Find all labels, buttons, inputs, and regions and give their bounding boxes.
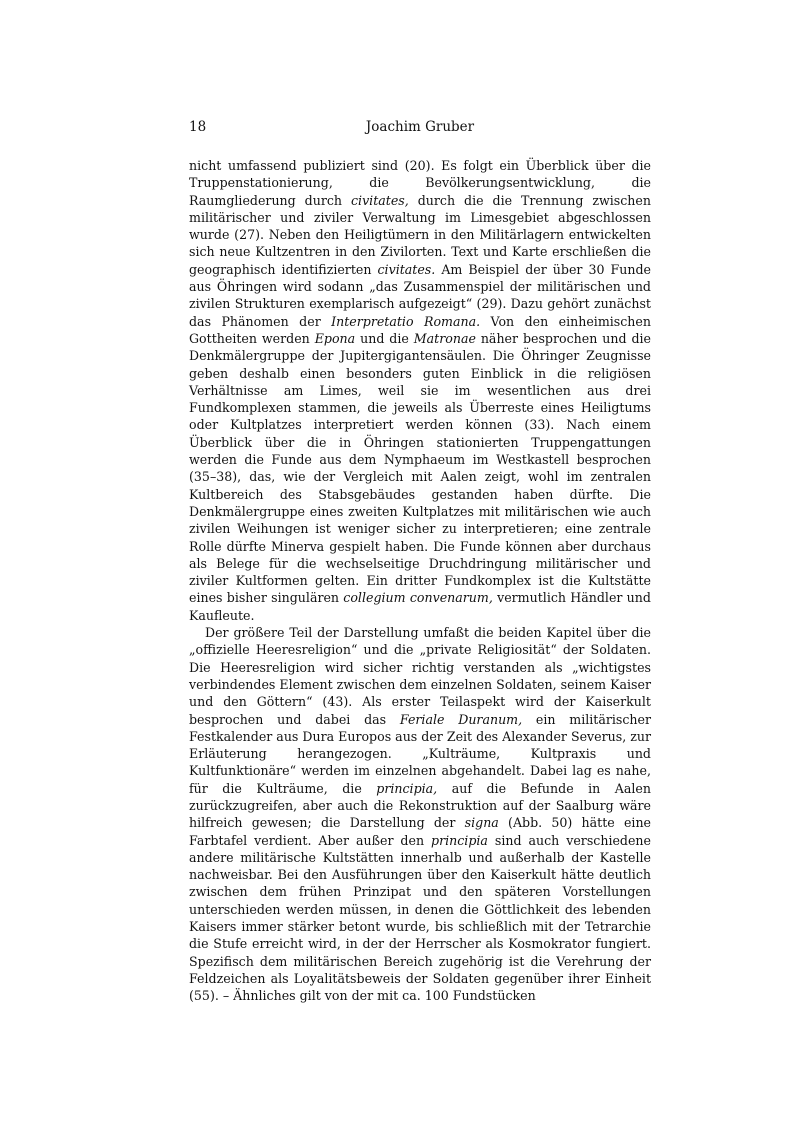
running-head: Joachim Gruber (365, 119, 475, 135)
text-segment: Der größere Teil der Darstellung umfaßt die beiden Kapitel über die „offizielle Heeresreligion“ und die „private Religiosität“ der Soldaten. Die Heeresreligion wird sicher richtig verstanden als „wichtigstes verbindendes Element zwischen dem einzelnen Soldaten, seinem Kaiser und den Göttern“ (43). Als erster Teilaspekt wird der Kaiserkult besprochen und dabei das (189, 625, 651, 727)
italic-term: Interpretatio Romana. (331, 313, 481, 329)
text-segment: Am Beispiel der über 30 Funde aus Öhringen wird sodann „das Zusammenspiel der militärischen und zivilen Strukturen exemplarisch aufgezeigt“ (29). Dazu gehört zunächst das Phänomen der (189, 261, 651, 329)
italic-term: Feriale Duranum, (399, 711, 523, 727)
italic-term: Matronae (413, 330, 476, 346)
text-segment: näher besprochen und die Denkmälergruppe der Jupitergigantensäulen. Die Öhringer Zeugnisse geben deshalb einen besonders guten Einblick in die religiösen Verhältnisse am Limes, weil sie im wesentlichen aus drei Fundkomplexen stammen, die jeweils als Überreste eines Heiligtums oder Kultplatzes interpretiert werden können (33). Nach einem Überblick über die in Öhringen stationierten Truppengattungen werden die Funde aus dem Nymphaeum im Westkastell besprochen (35–38), das, wie der Vergleich mit Aalen zeigt, wohl im zentralen Kultbereich des Stabsgebäudes gestanden haben dürfte. Die Denkmälergruppe eines zweiten Kultplatzes mit militärischen wie auch zivilen Weihungen ist weniger sicher zu interpretieren; eine zentrale Rolle dürfte Minerva gespielt haben. Die Funde können aber durchaus als Belege für die wechselseitige Druchdringung militärischer und ziviler Kultformen gelten. Ein dritter Fundkomplex ist die Kultstätte eines bisher singulären (189, 330, 651, 606)
text-segment: vermutlich Händler und Kaufleute. (189, 590, 651, 623)
text-segment: auf die Befunde in Aalen zurückzugreifen, aber auch die Rekonstruktion auf der Saalburg wäre hilfreich gewesen; die Darstellung der (189, 780, 651, 831)
page-header (189, 119, 651, 137)
text-segment: (Abb. 50) hätte eine Farbtafel verdient. Aber außer den (189, 815, 652, 848)
italic-term: civitates. (377, 261, 436, 277)
text-segment: Von den einheimischen Gottheiten werden (189, 313, 651, 346)
italic-term: signa (464, 815, 499, 831)
text-segment: sind auch verschiedene andere militärische Kultstätten innerhalb und außerhalb der Kastelle nachweisbar. Bei den Ausführungen über den Kaiserkult hätte deutlich zwischen dem frühen Prinzipat und den späteren Vorstellungen unterschieden werden müssen, in denen die Göttlichkeit des lebenden Kaisers immer stärker betont wurde, bis schließlich mit der Tetrarchie die Stufe erreicht wird, in der der Herrscher als Kosmokrator fungiert. Spezifisch dem militärischen Bereich zugehörig ist die Verehrung der Feldzeichen als Loyalitätsbeweis der Soldaten gegenüber ihrer Einheit (55). – Ähnliches gilt von der mit ca. 100 Fundstücken (189, 832, 651, 1004)
page-number: 18 (189, 119, 207, 135)
italic-term: principia (431, 832, 488, 848)
italic-term: principia, (376, 780, 438, 796)
body-text (189, 157, 651, 1005)
italic-term: civitates, (350, 192, 409, 208)
text-segment: nicht umfassend publiziert sind (20). Es folgt ein Überblick über die Truppenstationierung, die Bevölkerungsentwicklung, die Raumgliederung durch (189, 158, 651, 208)
italic-term: collegium convenarum, (343, 590, 493, 606)
text-segment: und die (355, 330, 414, 346)
paragraph-1 (189, 157, 651, 624)
paragraph-2 (189, 624, 651, 1005)
text-segment: ein militärischer Festkalender aus Dura Europos aus der Zeit des Alexander Severus, zur Erläuterung herangezogen. „Kulträume, Kultpraxis und Kultfunktionäre“ werden im einzelnen abgehandelt. Dabei lag es nahe, für die Kulträume, die (189, 711, 652, 796)
italic-term: Epona (314, 330, 356, 346)
text-segment: durch die die Trennung zwischen militärischer und ziviler Verwaltung im Limesgebiet abgeschlossen wurde (27). Neben den Heiligtümern in den Militärlagern entwickelten sich neue Kultzentren in den Zivilorten. Text und Karte erschließen die geographisch identifizierten (189, 192, 651, 277)
